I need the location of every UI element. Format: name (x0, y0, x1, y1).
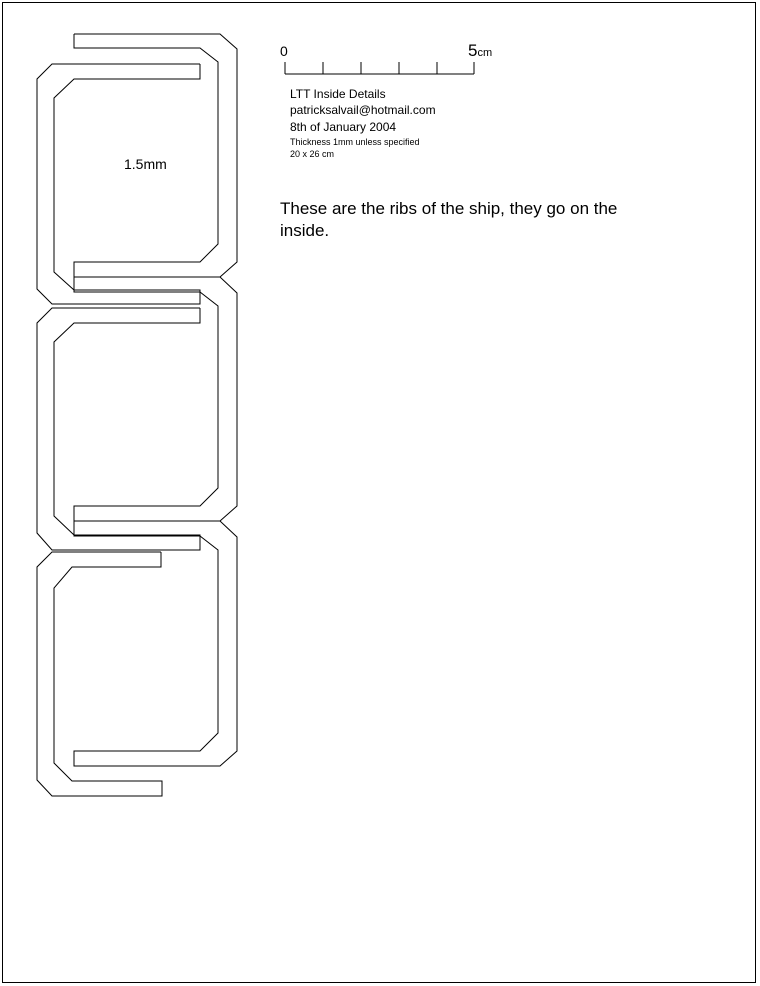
scale-end-value: 5 (468, 41, 478, 60)
scale-end-label (468, 41, 492, 61)
sheet-dimensions: 20 x 26 cm (290, 149, 335, 159)
author-email: patricksalvail@hotmail.com (290, 103, 436, 117)
rib-3 (37, 521, 237, 796)
thickness-note: Thickness 1mm unless specified (290, 137, 420, 147)
rib-2 (37, 277, 237, 550)
part-thickness-label: 1.5mm (124, 156, 167, 172)
caption-text: These are the ribs of the ship, they go on the inside. (280, 199, 618, 240)
drawing-title: LTT Inside Details (290, 87, 386, 101)
scale-unit: cm (477, 47, 493, 59)
scale-bar (285, 62, 474, 74)
scale-start-label: 0 (280, 43, 288, 59)
drawing-date: 8th of January 2004 (290, 120, 397, 134)
